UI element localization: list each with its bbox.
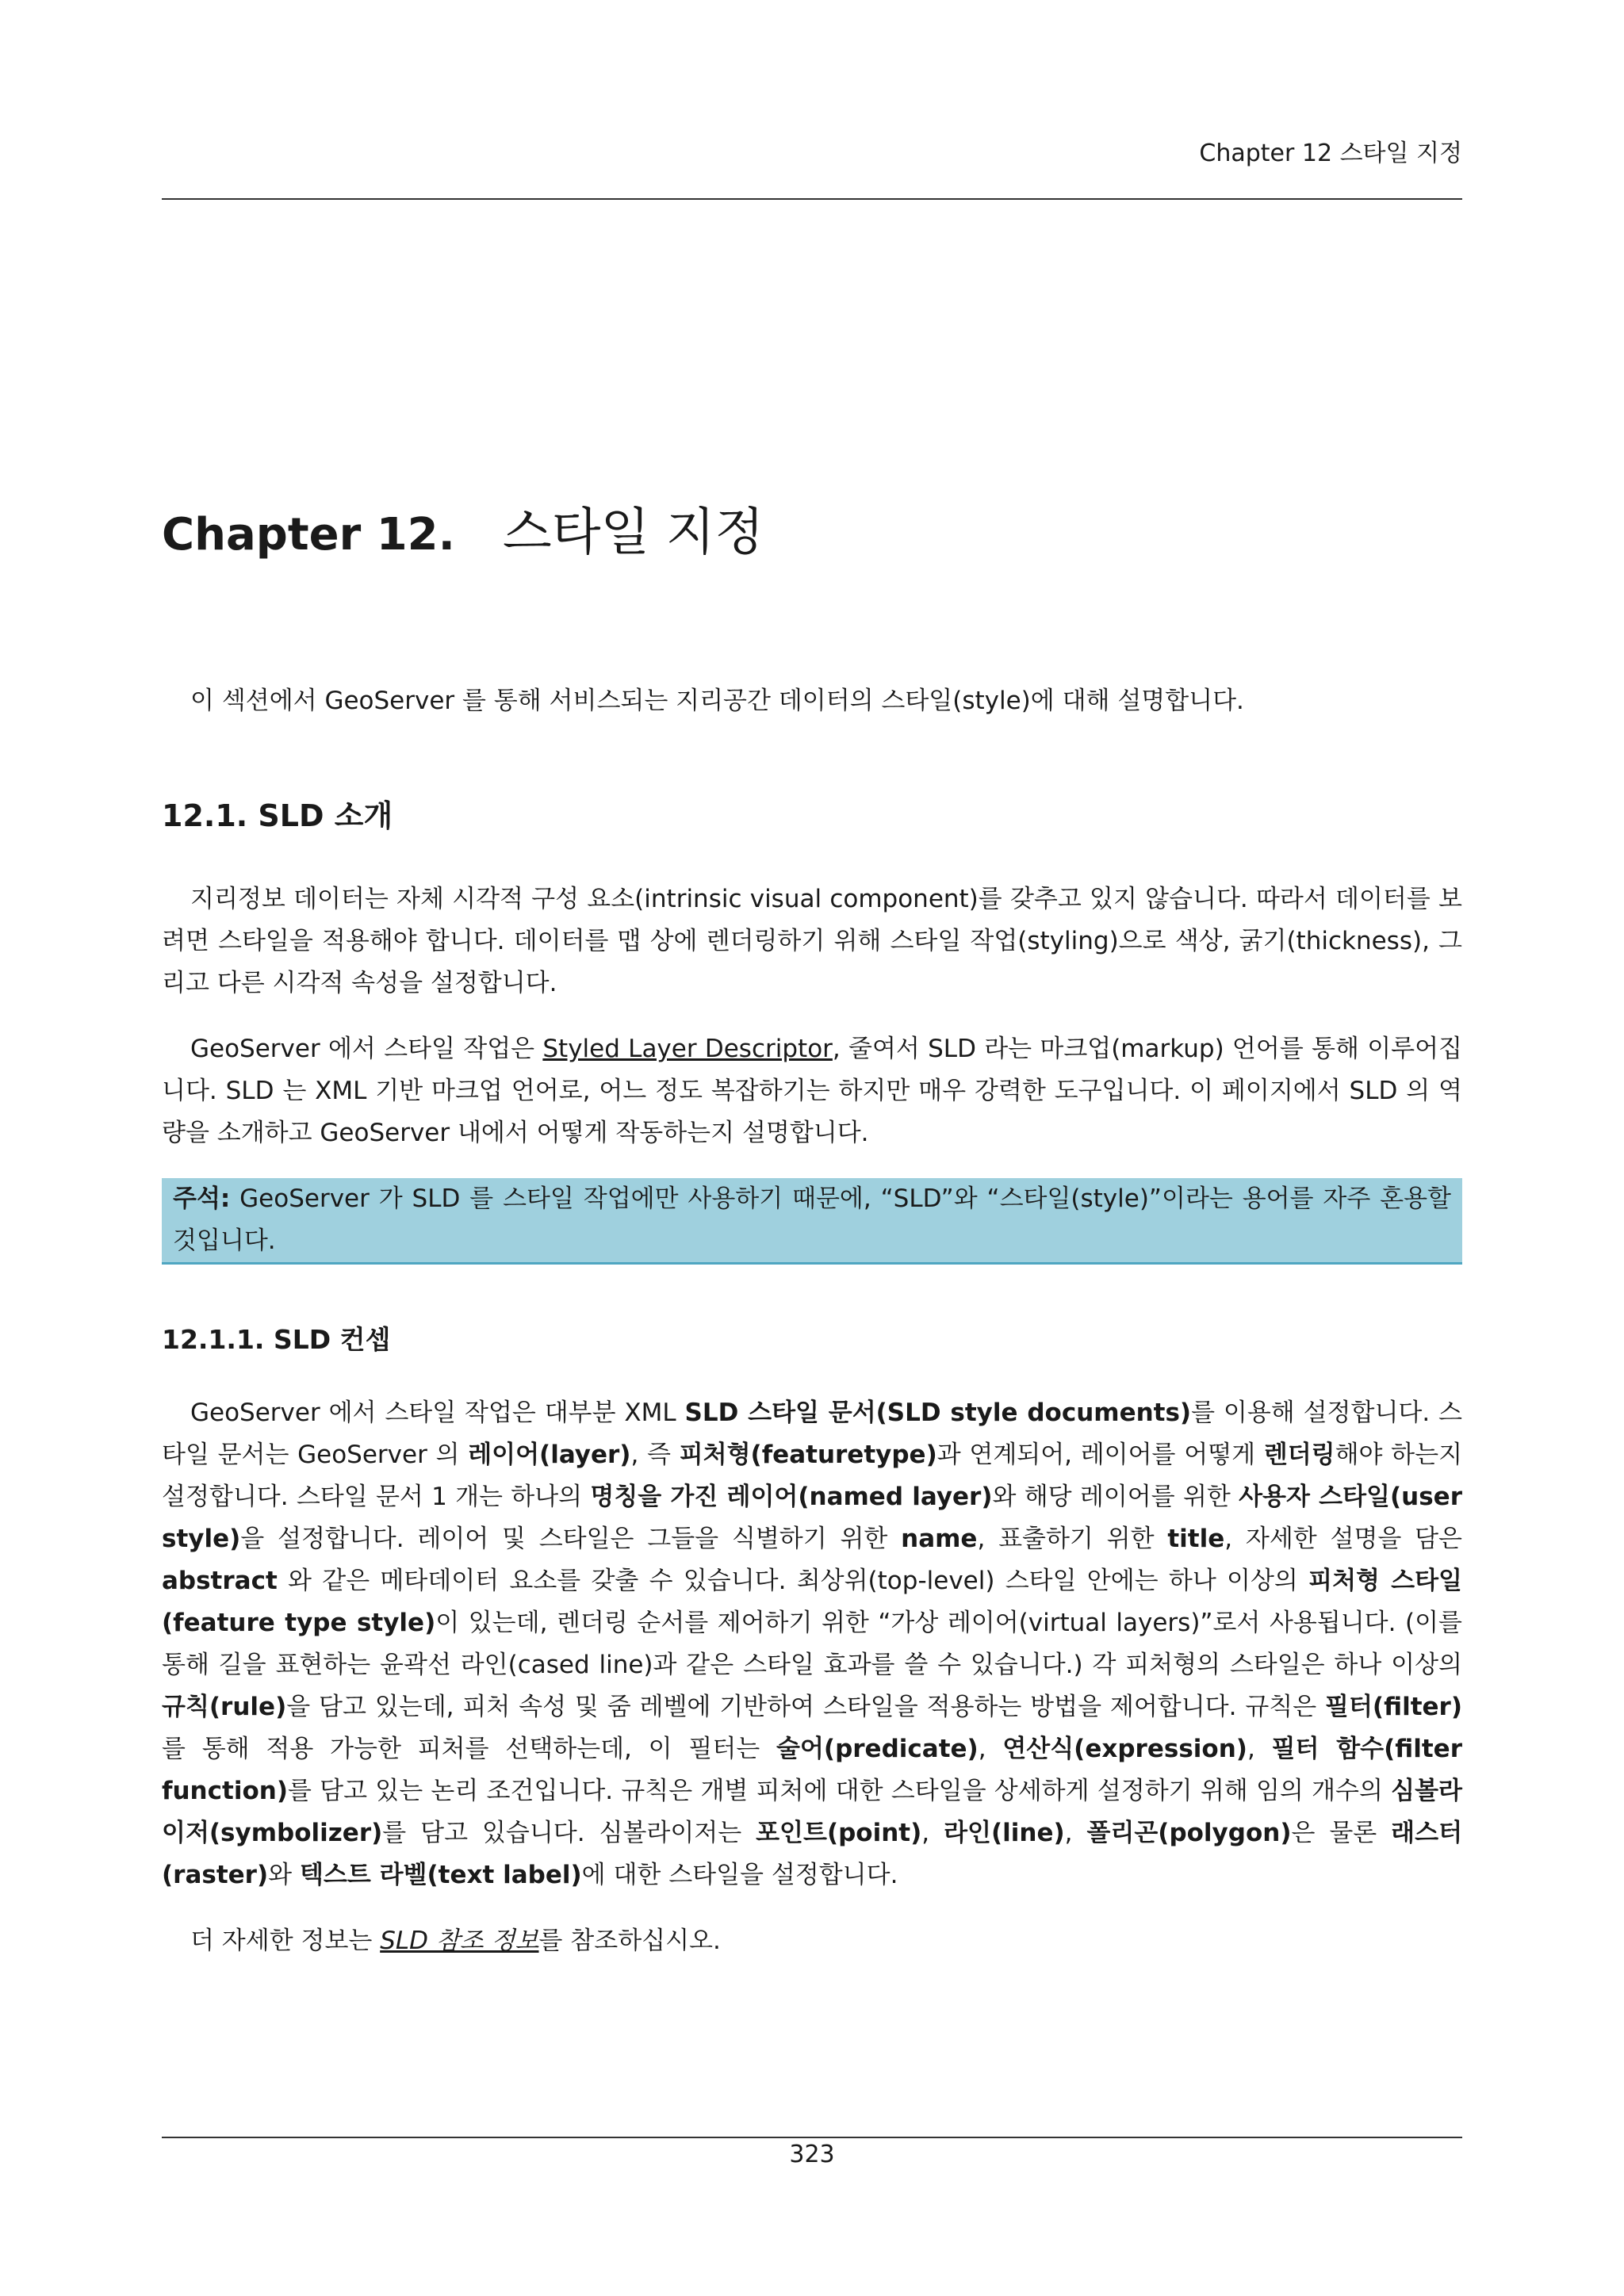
bold-term: 피처형(featuretype) [679,1441,937,1469]
bold-term: SLD 스타일 문서(SLD style documents) [684,1399,1192,1427]
bold-term: 텍스트 라벨(text label) [299,1861,582,1889]
text-run: 와 [268,1861,300,1889]
bold-term: 래스터(raster) [162,1819,1463,1889]
bold-term: 사용자 스타일(user style) [162,1483,1462,1553]
text-run: 를 담고 있는 논리 조건입니다. 규칙은 개별 피처에 대한 스타일을 상세하게 설정하기 위해 임의 개수의 [287,1777,1392,1805]
header-divider [162,198,1462,200]
bold-term: 심볼라이저(symbolizer) [162,1777,1462,1847]
bold-term: 명칭을 가진 레이어(named layer) [590,1483,993,1511]
note-label: 주석: [173,1184,231,1213]
bold-term: 피처형 스타일(feature type style) [162,1567,1462,1637]
bold-term: 레이어(layer) [468,1441,631,1469]
bold-term: 필터 함수(filter function) [162,1735,1462,1805]
text-run: , 표출하기 위한 [977,1525,1168,1553]
text-run: , [1247,1735,1272,1763]
chapter-title-text: 스타일 지정 [502,503,764,562]
section-heading-12-1: 12.1. SLD 소개 [162,798,393,833]
text-run: , [1064,1819,1087,1847]
bold-term: 폴리곤(polygon) [1086,1819,1292,1847]
footer-divider [162,2137,1462,2138]
bold-term: 포인트(point) [756,1819,922,1847]
note-text: GeoServer 가 SLD 를 스타일 작업에만 사용하기 때문에, “SLD”와 “스타일(style)”이라는 용어를 자주 혼용할 것입니다. [173,1184,1451,1255]
section-12-1-paragraph-1: 지리정보 데이터는 자체 시각적 구성 요소(intrinsic visual component)를 갖추고 있지 않습니다. 따라서 데이터를 보려면 스타일을 적용해야 합니다. 데이터를 맵 상에 렌더링하기 위해 스타일 작업(styling)으로 색상, 굵기(thickness), 그리고 다른 시각적 속성을 설정합니다. [162,885,1462,997]
sld-reference-link[interactable]: SLD 참조 정보 [380,1927,539,1955]
page-number: 323 [789,2141,835,2168]
bold-term: name [901,1525,978,1553]
section-12-1-1-paragraph [162,1392,1462,1896]
sld-spec-link[interactable]: Styled Layer Descriptor [542,1035,833,1063]
bold-term: 규칙(rule) [162,1693,287,1721]
text-run: 을 담고 있는데, 피처 속성 및 줌 레벨에 기반하여 스타일을 적용하는 방법을 제어합니다. 규칙은 [286,1693,1326,1721]
text-run: 와 같은 메타데이터 요소를 갖출 수 있습니다. 최상위(top-level) 스타일 안에는 하나 이상의 [277,1567,1309,1595]
text-run: 과 연계되어, 레이어를 어떻게 [936,1441,1264,1469]
text-run: 해야 하는지 설정합니다. 스타일 문서 1 개는 하나의 [162,1441,1463,1511]
intro-paragraph: 이 섹션에서 GeoServer 를 통해 서비스되는 지리공간 데이터의 스타일(style)에 대해 설명합니다. [190,687,1244,715]
bold-term: abstract [162,1567,278,1595]
text-run: 을 설정합니다. 레이어 및 스타일은 그들을 식별하기 위한 [240,1525,902,1553]
text-run: 이 있는데, 렌더링 순서를 제어하기 위한 “가상 레이어(virtual layers)”로서 사용됩니다. (이를 통해 길을 표현하는 윤곽선 라인(cased line)과 같은 스타일 효과를 쓸 수 있습니다.) 각 피처형의 스타일은 하나 이상의 [162,1609,1462,1679]
text-run: 와 해당 레이어를 위한 [992,1483,1239,1511]
text-run: , 즉 [630,1441,680,1469]
text-run: GeoServer 에서 스타일 작업은 대부분 XML [190,1399,685,1427]
chapter-title [162,492,764,564]
reference-paragraph: 더 자세한 정보는 SLD 참조 정보를 참조하십시오. [190,1927,721,1955]
bold-term: 필터(filter) [1325,1693,1462,1721]
bold-term: 술어(predicate) [776,1735,979,1763]
note-box [162,1178,1462,1265]
bold-term: 연산식(expression) [1002,1735,1247,1763]
text-run: , 자세한 설명을 담은 [1224,1525,1463,1553]
chapter-number: Chapter 12. [162,509,455,561]
page-content [162,680,1462,1962]
text-run: , [978,1735,1003,1763]
text-run: 를 이용해 설정합니다. 스타일 문서는 GeoServer 의 [162,1399,1462,1469]
section-heading-12-1-1: 12.1.1. SLD 컨셉 [162,1324,391,1355]
section-12-1-paragraph-2: GeoServer 에서 스타일 작업은 Styled Layer Descriptor, 줄여서 SLD 라는 마크업(markup) 언어를 통해 이루어집니다. SLD 는 XML 기반 마크업 언어로, 어느 정도 복잡하기는 하지만 매우 강력한 도구입니다. 이 페이지에서 SLD 의 역량을 소개하고 GeoServer 내에서 어떻게 작동하는지 설명합니다. [162,1035,1463,1147]
text-run: 를 담고 있습니다. 심볼라이저는 [382,1819,756,1847]
text-run: 를 통해 적용 가능한 피처를 선택하는데, 이 필터는 [162,1735,777,1763]
bold-term: title [1167,1525,1225,1553]
text-run: , [921,1819,944,1847]
text-run: 에 대한 스타일을 설정합니다. [581,1861,898,1889]
text-run: 은 물론 [1291,1819,1392,1847]
bold-term: 라인(line) [944,1819,1065,1847]
running-header: Chapter 12 스타일 지정 [1199,140,1462,167]
bold-term: 렌더링 [1263,1441,1335,1469]
